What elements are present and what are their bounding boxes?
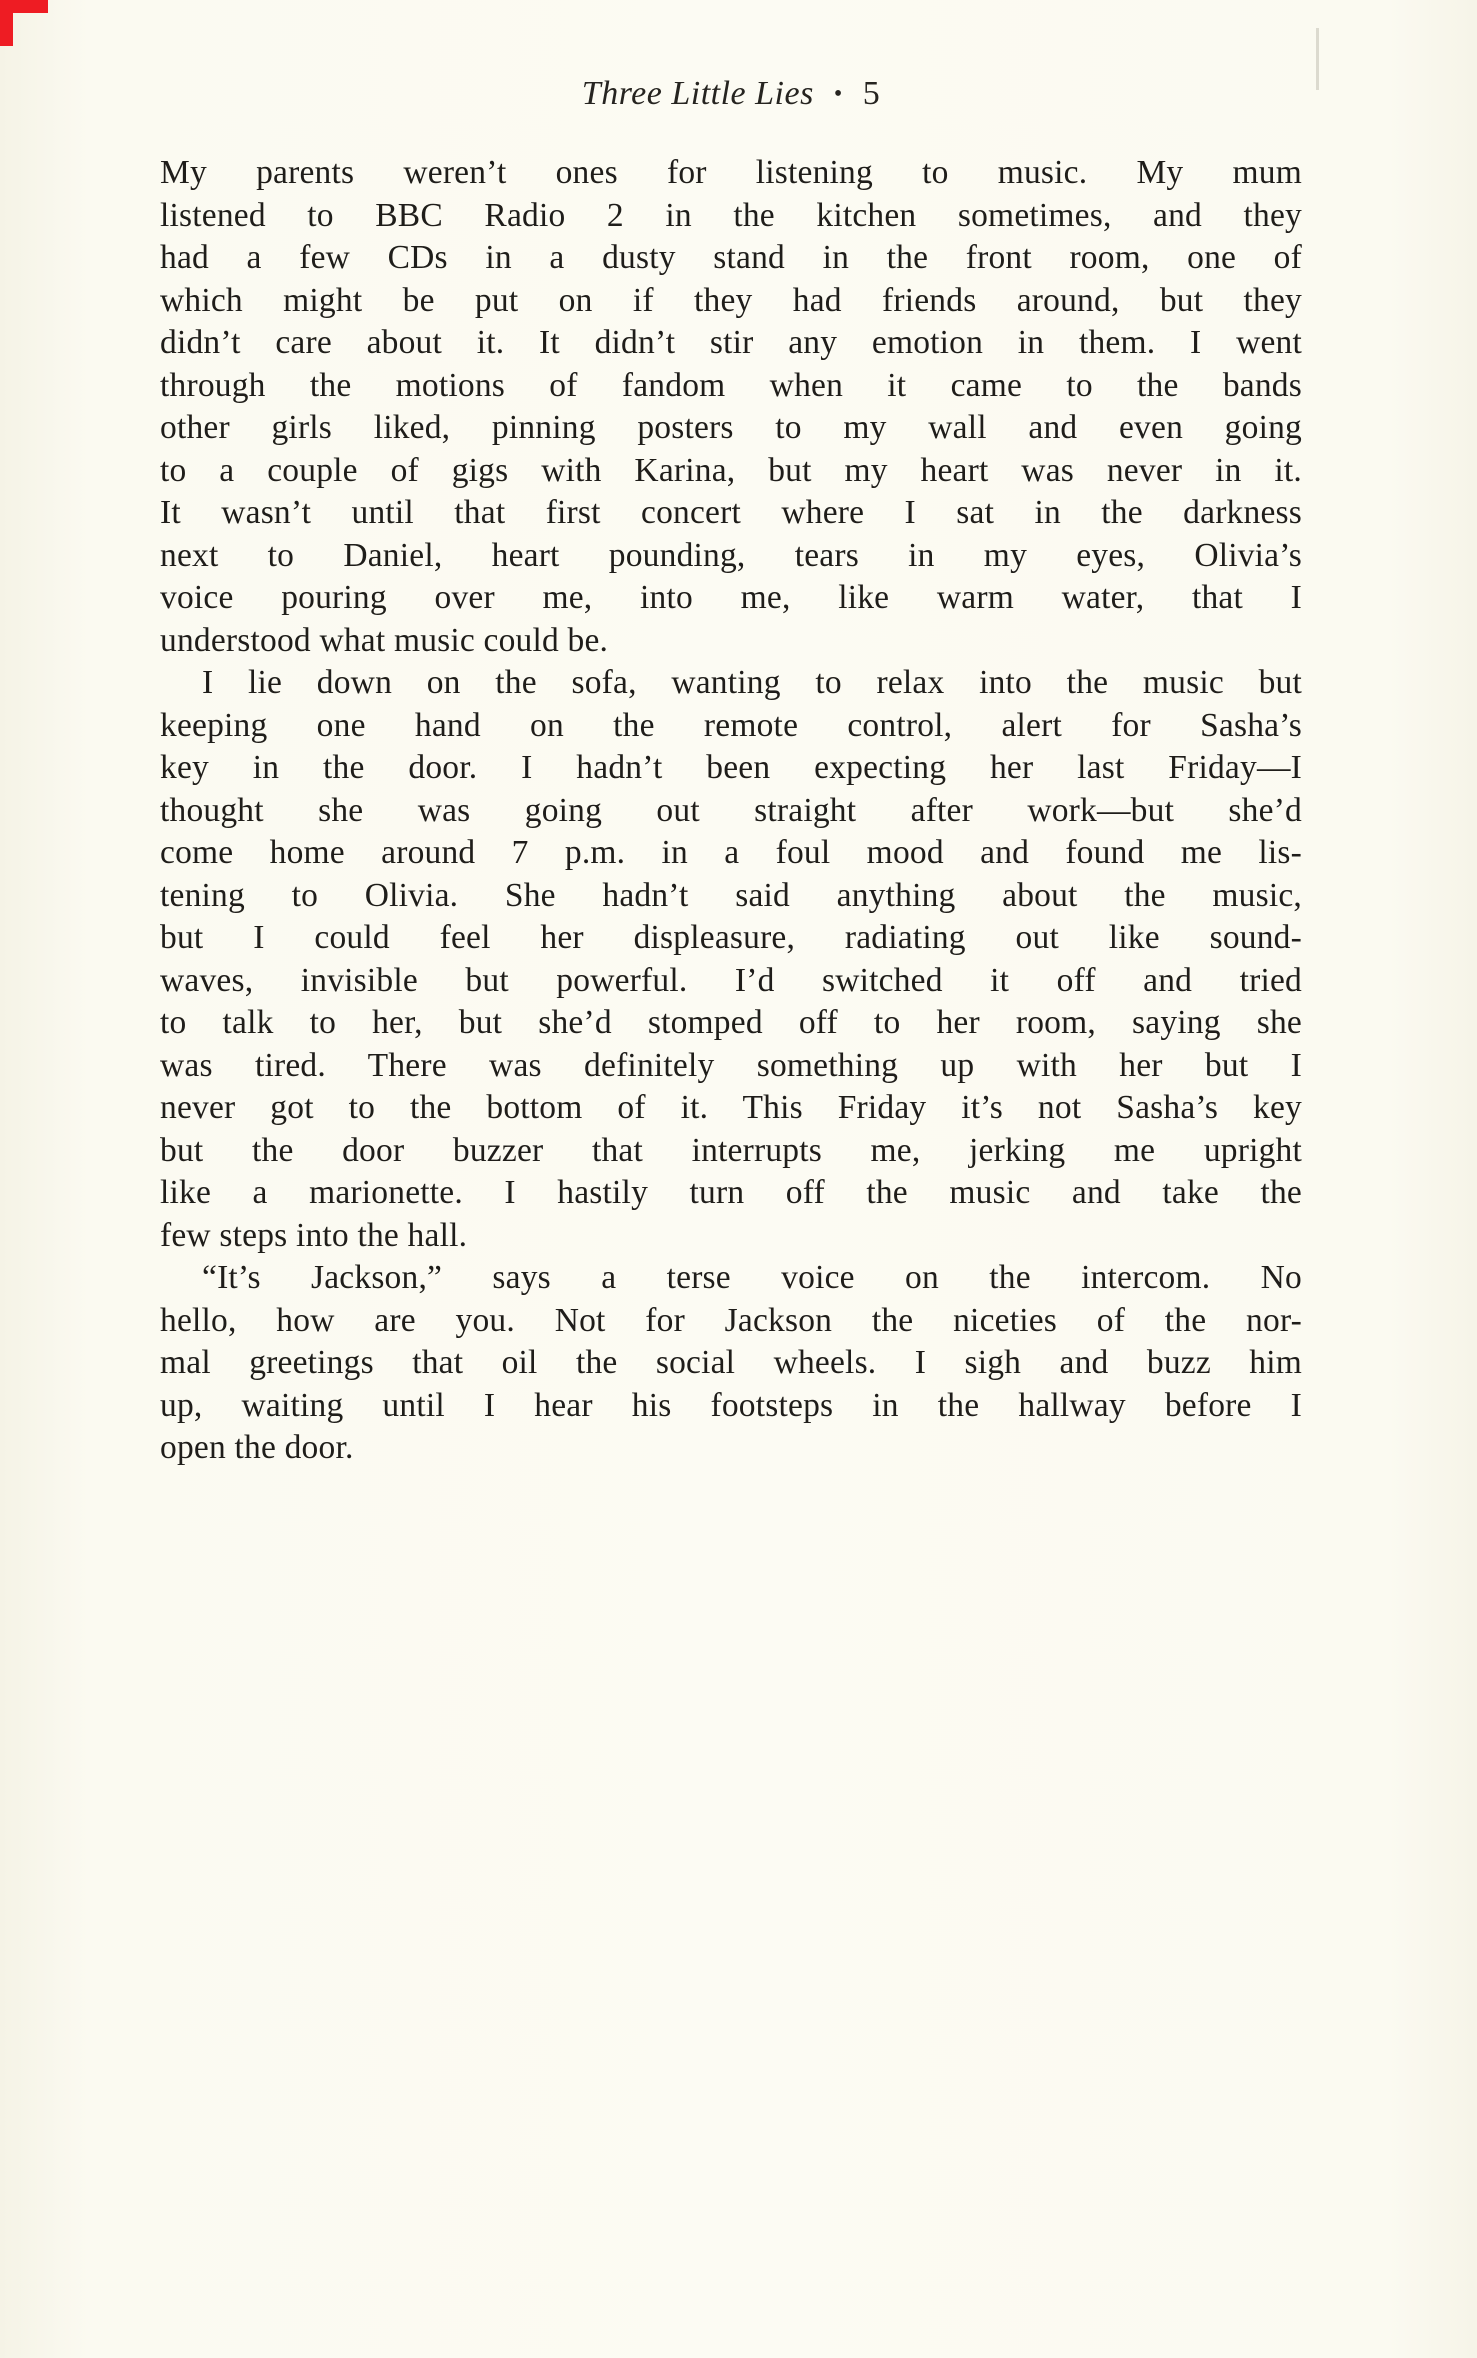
text-line: was tired. There was definitely something up with her but I: [160, 1046, 1302, 1084]
text-line: waves, invisible but powerful. I’d switched it off and tried: [160, 961, 1302, 999]
text-line: keeping one hand on the remote control, alert for Sasha’s: [160, 706, 1302, 744]
text-line: but the door buzzer that interrupts me, jerking me upright: [160, 1131, 1302, 1169]
text-line: It wasn’t until that first concert where I sat in the darkness: [160, 494, 1302, 531]
text-line: other girls liked, pinning posters to my wall and even going: [160, 409, 1302, 446]
text-line: which might be put on if they had friends around, but they: [160, 281, 1302, 319]
text-line: thought she was going out straight after work—but she’d: [160, 791, 1302, 829]
scan-artifact-gray-line: [1316, 28, 1319, 90]
scan-artifact-red-mark-vertical: [0, 0, 13, 46]
text-line: tening to Olivia. She hadn’t said anything about the music,: [160, 876, 1302, 914]
text-line: I lie down on the sofa, wanting to relax into the music but: [202, 664, 1302, 701]
text-line: hello, how are you. Not for Jackson the niceties of the nor-: [160, 1301, 1302, 1339]
book-title: Three Little Lies: [581, 75, 814, 112]
paragraph: [160, 1257, 1302, 1470]
paragraph: [160, 152, 1302, 662]
text-line: to a couple of gigs with Karina, but my heart was never in it.: [160, 451, 1302, 489]
text-line: up, waiting until I hear his footsteps in the hallway before I: [160, 1386, 1302, 1424]
paragraph: [160, 662, 1302, 1257]
separator-bullet: •: [833, 81, 843, 107]
text-line: never got to the bottom of it. This Friday it’s not Sasha’s key: [160, 1089, 1302, 1126]
text-line: few steps into the hall.: [160, 1216, 468, 1254]
text-line: “It’s Jackson,” says a terse voice on the intercom. No: [202, 1259, 1302, 1296]
text-line: to talk to her, but she’d stomped off to her room, saying she: [160, 1004, 1302, 1041]
text-line: through the motions of fandom when it came to the bands: [160, 366, 1302, 404]
text-line: voice pouring over me, into me, like warm water, that I: [160, 579, 1302, 616]
body-text: [160, 152, 1302, 1470]
text-line: mal greetings that oil the social wheels. I sigh and buzz him: [160, 1344, 1302, 1381]
text-line: open the door.: [160, 1429, 354, 1466]
text-line: didn’t care about it. It didn’t stir any emotion in them. I went: [160, 324, 1302, 361]
text-line: come home around 7 p.m. in a foul mood and found me lis-: [160, 834, 1302, 871]
text-line: key in the door. I hadn’t been expecting her last Friday—I: [160, 749, 1302, 786]
text-line: but I could feel her displeasure, radiating out like sound-: [160, 919, 1302, 956]
text-line: My parents weren’t ones for listening to music. My mum: [160, 154, 1302, 191]
text-line: like a marionette. I hastily turn off the music and take the: [160, 1174, 1302, 1211]
page-number: 5: [862, 75, 881, 112]
text-line: had a few CDs in a dusty stand in the front room, one of: [160, 239, 1302, 276]
text-line: listened to BBC Radio 2 in the kitchen sometimes, and they: [160, 196, 1302, 234]
running-header: [160, 74, 1302, 114]
book-page: [160, 0, 1302, 1470]
text-line: next to Daniel, heart pounding, tears in my eyes, Olivia’s: [160, 536, 1302, 574]
text-line: understood what music could be.: [160, 621, 609, 659]
